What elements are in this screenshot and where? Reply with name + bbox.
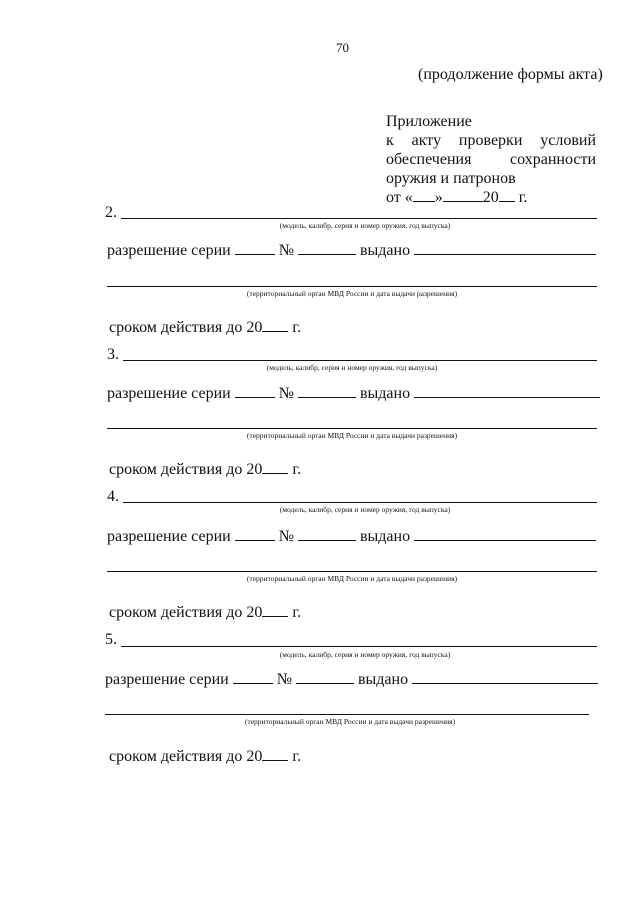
weapon-field-line[interactable] bbox=[121, 646, 597, 647]
validity-row bbox=[109, 603, 301, 622]
issued-label: выдано bbox=[357, 671, 409, 688]
appendix-line-3: оружия и патронов bbox=[386, 170, 516, 187]
issued-label: выдано bbox=[359, 528, 411, 545]
validity-suffix: г. bbox=[292, 748, 302, 765]
authority-field-line[interactable] bbox=[107, 571, 597, 572]
item-number: 5. bbox=[105, 631, 117, 648]
validity-prefix: сроком действия до 20 bbox=[109, 319, 263, 336]
issued-by-field[interactable] bbox=[414, 384, 600, 398]
permit-row bbox=[107, 384, 600, 403]
issued-label: выдано bbox=[359, 242, 411, 259]
issued-by-field[interactable] bbox=[414, 241, 596, 255]
permit-series-field[interactable] bbox=[235, 241, 275, 255]
authority-field-line[interactable] bbox=[107, 286, 597, 287]
validity-year-field[interactable] bbox=[262, 460, 288, 474]
validity-year-field[interactable] bbox=[262, 747, 288, 761]
weapon-field-line[interactable] bbox=[121, 218, 597, 219]
authority-caption: (территориальный орган МВД России и дата выдачи разрешения) bbox=[246, 574, 458, 583]
issued-label: выдано bbox=[359, 385, 411, 402]
appendix-date: от « » 20 г. bbox=[386, 189, 528, 206]
permit-series-field[interactable] bbox=[233, 670, 273, 684]
weapon-caption: (модель, калибр, серия и номер оружия, год выпуска) bbox=[279, 650, 451, 659]
continuation-note: (продолжение формы акта) bbox=[418, 66, 603, 83]
number-sign: № bbox=[278, 242, 294, 259]
date-year-field[interactable] bbox=[499, 188, 515, 202]
item-number: 3. bbox=[107, 346, 119, 363]
permit-label: разрешение серии bbox=[107, 242, 231, 259]
validity-prefix: сроком действия до 20 bbox=[109, 461, 263, 478]
issued-by-field[interactable] bbox=[414, 527, 596, 541]
validity-row bbox=[109, 318, 301, 337]
permit-label: разрешение серии bbox=[105, 671, 229, 688]
authority-field-line[interactable] bbox=[107, 428, 597, 429]
number-sign: № bbox=[278, 528, 294, 545]
issued-by-field[interactable] bbox=[412, 670, 598, 684]
weapon-caption: (модель, калибр, серия и номер оружия, год выпуска) bbox=[279, 221, 451, 230]
number-sign: № bbox=[278, 385, 294, 402]
validity-row bbox=[109, 460, 301, 479]
date-month-field[interactable] bbox=[443, 188, 483, 202]
validity-year-field[interactable] bbox=[262, 318, 288, 332]
weapon-field-line[interactable] bbox=[123, 360, 597, 361]
appendix-title: Приложение bbox=[386, 113, 472, 130]
authority-caption: (территориальный орган МВД России и дата выдачи разрешения) bbox=[246, 289, 458, 298]
item-number: 4. bbox=[107, 488, 119, 505]
number-sign: № bbox=[276, 671, 292, 688]
validity-prefix: сроком действия до 20 bbox=[109, 748, 263, 765]
validity-row bbox=[109, 747, 301, 766]
weapon-field-line[interactable] bbox=[123, 502, 597, 503]
appendix-line-2: обеспечения сохранности bbox=[386, 151, 596, 168]
permit-row bbox=[107, 527, 596, 546]
validity-year-field[interactable] bbox=[262, 603, 288, 617]
permit-series-field[interactable] bbox=[235, 527, 275, 541]
appendix-line-1: к акту проверки условий bbox=[386, 132, 596, 149]
permit-number-field[interactable] bbox=[296, 670, 354, 684]
validity-prefix: сроком действия до 20 bbox=[109, 604, 263, 621]
authority-caption: (территориальный орган МВД России и дата выдачи разрешения) bbox=[246, 431, 458, 440]
authority-caption: (территориальный орган МВД России и дата выдачи разрешения) bbox=[244, 717, 456, 726]
permit-label: разрешение серии bbox=[107, 528, 231, 545]
page-number: 70 bbox=[336, 40, 349, 55]
weapon-caption: (модель, калибр, серия и номер оружия, год выпуска) bbox=[266, 363, 438, 372]
authority-field-line[interactable] bbox=[105, 714, 589, 715]
validity-suffix: г. bbox=[292, 319, 302, 336]
permit-series-field[interactable] bbox=[235, 384, 275, 398]
weapon-caption: (модель, калибр, серия и номер оружия, год выпуска) bbox=[279, 505, 451, 514]
permit-label: разрешение серии bbox=[107, 385, 231, 402]
validity-suffix: г. bbox=[292, 461, 302, 478]
date-day-field[interactable] bbox=[413, 188, 435, 202]
permit-number-field[interactable] bbox=[298, 384, 356, 398]
permit-number-field[interactable] bbox=[298, 527, 356, 541]
permit-row bbox=[107, 241, 596, 260]
permit-number-field[interactable] bbox=[298, 241, 356, 255]
validity-suffix: г. bbox=[292, 604, 302, 621]
appendix-block bbox=[386, 112, 596, 207]
permit-row bbox=[105, 670, 598, 689]
item-number: 2. bbox=[105, 204, 117, 221]
